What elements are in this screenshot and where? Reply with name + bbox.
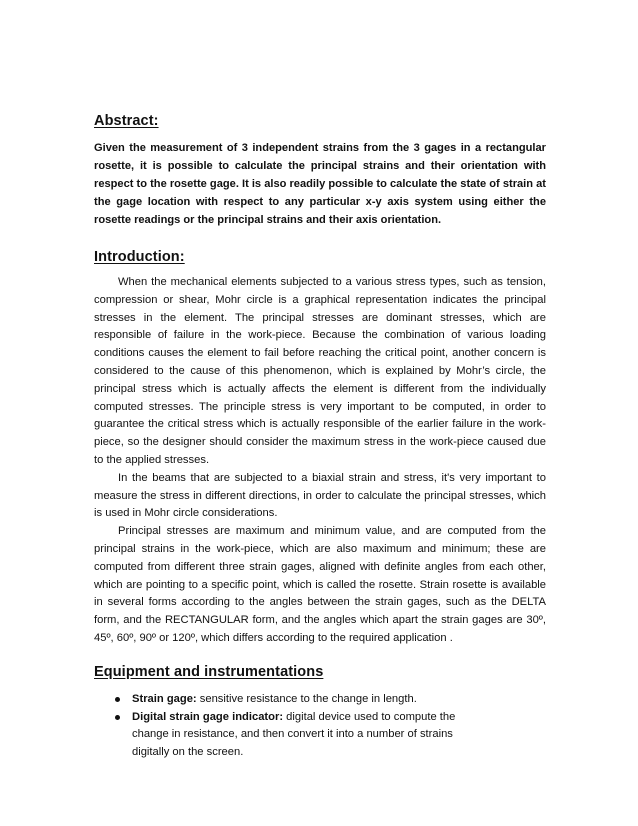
list-item-term: Strain gage: — [132, 692, 197, 705]
page-content — [94, 113, 546, 762]
abstract-paragraph: Given the measurement of 3 independent strains from the 3 gages in a rectangular rosette, it is possible to calculate the principal strains and their orientation with respect to the rosette gage. It is also readily possible to calculate the state of strain at the gage location with respect to any particular x-y axis system using either the rosette readings or the principal strains and their axis orientation. — [94, 142, 546, 226]
equipment-list — [94, 691, 490, 762]
abstract-heading: Abstract: — [94, 113, 159, 129]
list-item-description: digital device used to compute the change in resistance, and then convert it into a number of strains digitally on the screen. — [132, 710, 456, 759]
bullet-icon — [115, 697, 120, 702]
introduction-heading: Introduction: — [94, 249, 185, 265]
list-item-term: Digital strain gage indicator: — [132, 710, 284, 723]
bullet-icon — [115, 715, 120, 720]
introduction-paragraph-1: When the mechanical elements subjected to a various stress types, such as tension, compression or shear, Mohr circle is a graphical representation indicates the principal stresses in the element. The principal stresses are dominant stresses, which are responsible of failure in the work-piece. Because the combination of various loading conditions causes the element to fail before reaching the critical point, another concern is considered to the cause of this phenomenon, which is explained by Mohr’s circle, the principal stress which is actually affects the element is different from the individually computed stresses. The principle stress is very important to be computed, in order to guarantee the critical stress which is actually responsible of the earlier failure in the work-piece, so the designer should consider the maximum stress in the work-piece caused due to the applied stresses. — [94, 276, 546, 466]
list-item-description: sensitive resistance to the change in length. — [196, 692, 417, 705]
list-item — [94, 709, 490, 762]
list-item — [94, 691, 490, 709]
introduction-paragraph-2: In the beams that are subjected to a biaxial strain and stress, it's very important to measure the stress in different directions, in order to calculate the principal stresses, which is used in Mohr circle considerations. — [94, 471, 546, 520]
introduction-paragraph-3: Principal stresses are maximum and minimum value, and are computed from the principal strains in the work-piece, which are also maximum and minimum; these are computed from different three strain gages, aligned with definite angles from each other, which are pointing to a specific point, which is called the rosette. Strain rosette is available in several forms according to the angles between the strain gages, such as the DELTA form, and the RECTANGULAR form, and the angles which apart the strain gages are 30º, 45º, 60º, 90º or 120º, which differs according to the required application . — [94, 525, 546, 644]
equipment-heading: Equipment and instrumentations — [94, 663, 324, 680]
